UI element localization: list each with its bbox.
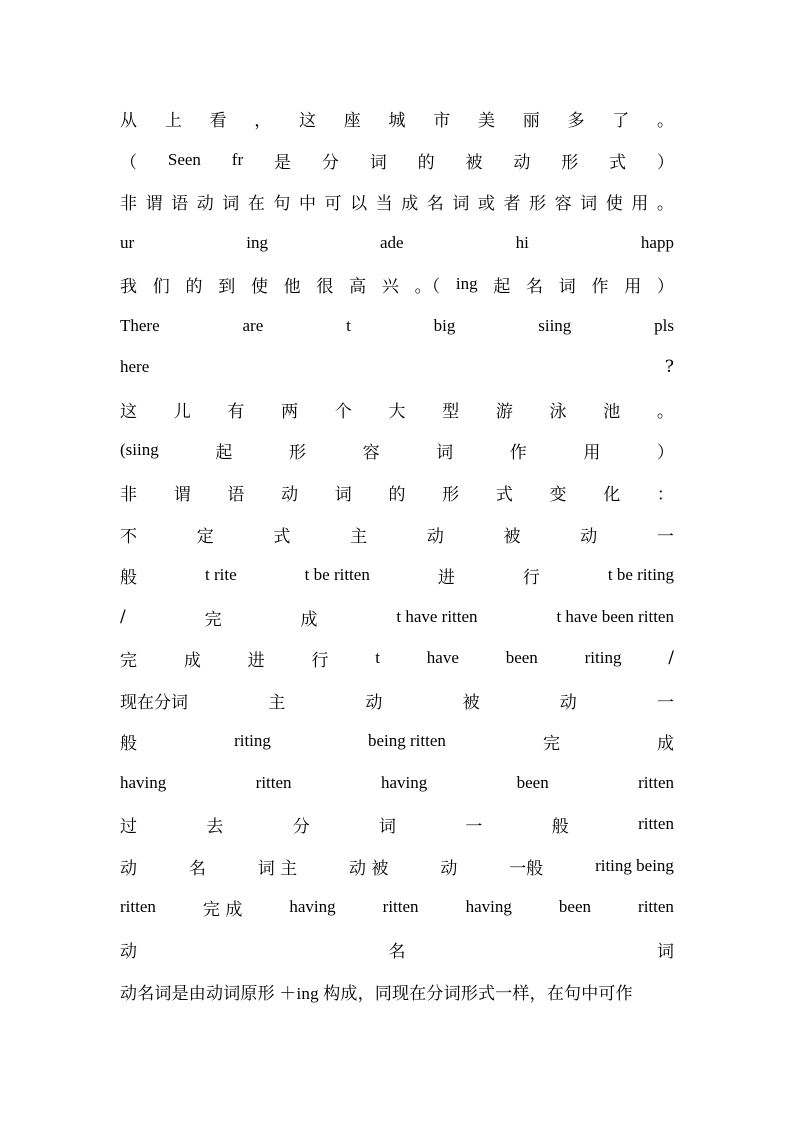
text-token: 个 (334, 401, 352, 422)
text-token: 动 被 (349, 858, 389, 879)
text-token: 般 (120, 567, 137, 588)
text-line (120, 977, 674, 1005)
text-token: 形 (529, 193, 546, 214)
text-token: 动 (365, 692, 383, 713)
text-token: riting being (595, 856, 674, 875)
text-token: 主 (350, 526, 368, 547)
text-line (120, 146, 674, 174)
text-token: 池 (603, 401, 621, 422)
text-token: 不 (120, 526, 137, 547)
text-token: having (120, 773, 167, 792)
text-token: 成 (401, 193, 419, 214)
text-token: 进 (247, 650, 265, 671)
text-token: been (558, 897, 591, 916)
text-token: 主 (268, 692, 286, 713)
text-token: 动 (580, 526, 598, 547)
text-token: 市 (433, 110, 451, 131)
text-token: t be riting (607, 565, 674, 584)
text-token: 作 (591, 276, 609, 297)
text-token: 是 (274, 152, 291, 173)
text-token: 有 (227, 401, 245, 422)
text-token: 完 成 (202, 899, 243, 920)
text-token: 变 (549, 484, 567, 505)
text-token: t have been ritten (556, 607, 674, 626)
text-token: 起 (215, 442, 233, 463)
text-token: 进 (437, 567, 455, 588)
text-line (120, 893, 674, 921)
text-token: 成 (657, 733, 674, 754)
text-token: ） (656, 276, 674, 297)
text-token: 用 (624, 276, 642, 297)
text-line (120, 395, 674, 423)
text-token: 词 (436, 442, 454, 463)
text-token: here (120, 357, 150, 376)
text-token: 行 (311, 650, 329, 671)
text-token: ur (120, 233, 135, 252)
text-token: 容 (554, 193, 572, 214)
text-token: 者 (503, 193, 521, 214)
text-token: 动 (120, 858, 137, 879)
text-token: 名 (426, 193, 444, 214)
text-line (120, 810, 674, 838)
text-token: There (120, 316, 160, 335)
text-token: 动 (426, 526, 444, 547)
text-token: 分 (321, 152, 339, 173)
text-token: 大 (388, 401, 406, 422)
text-token: ing (246, 233, 268, 252)
text-token: 现在分词 (120, 692, 188, 713)
text-token: siing (538, 316, 572, 335)
text-token: t (375, 648, 380, 667)
text-token: ritten (255, 773, 292, 792)
text-token: 非 (120, 484, 137, 505)
text-line (120, 187, 674, 215)
text-token: big (433, 316, 456, 335)
text-token: 完 (204, 609, 222, 630)
text-line (120, 561, 674, 589)
text-token: 谓 (173, 484, 191, 505)
text-line (120, 644, 674, 672)
text-token: 句 (273, 193, 291, 214)
text-token: 式 (273, 526, 291, 547)
text-token: 动 (440, 858, 458, 879)
text-token: ade (380, 233, 404, 252)
text-token: 了 (612, 110, 630, 131)
text-token: 。 (656, 401, 674, 422)
text-token: 当 (375, 193, 393, 214)
text-token: 化 (603, 484, 621, 505)
text-token: 词 (222, 193, 240, 214)
text-line (120, 769, 674, 797)
text-line (120, 312, 674, 340)
text-token: 的 (185, 276, 203, 297)
text-line (120, 104, 674, 132)
text-token: ritten (638, 897, 674, 916)
text-token: ） (657, 152, 674, 173)
text-token: are (242, 316, 264, 335)
text-token: 被 (465, 152, 483, 173)
text-token: (siing (120, 440, 159, 459)
text-line (120, 436, 674, 464)
text-token: 动 (196, 193, 214, 214)
text-line (120, 603, 674, 631)
text-token: 起 (493, 276, 511, 297)
text-token: 词 (657, 941, 674, 962)
text-token: 语 (171, 193, 189, 214)
text-token: have (426, 648, 459, 667)
text-token: 作 (509, 442, 527, 463)
text-line (120, 935, 674, 963)
text-token: 容 (362, 442, 380, 463)
text-token: 名 (388, 941, 406, 962)
text-token: 两 (281, 401, 299, 422)
text-token: ? (664, 357, 674, 377)
text-token: / (120, 607, 126, 627)
text-token: t have ritten (396, 607, 478, 626)
text-token: 形 (288, 442, 306, 463)
text-token: 兴 (381, 276, 399, 297)
text-token: fr (231, 150, 244, 169)
text-token: 词 (334, 484, 352, 505)
text-token: ritten (638, 814, 674, 833)
text-token: ritten (120, 897, 156, 916)
text-token: 成 (300, 609, 318, 630)
text-line (120, 478, 674, 506)
text-token: 美 (478, 110, 495, 131)
text-token: t be ritten (304, 565, 370, 584)
text-token: 这 (299, 110, 316, 131)
text-token: 形 (442, 484, 460, 505)
text-token: 名 (526, 276, 544, 297)
text-token: Seen (167, 150, 201, 169)
text-token: 泳 (549, 401, 567, 422)
text-token: 分 (292, 816, 310, 837)
text-token: 谓 (145, 193, 163, 214)
text-token: having (465, 897, 512, 916)
text-token: 完 (120, 650, 137, 671)
text-token: 。 (657, 110, 674, 131)
text-token: 我 (120, 276, 137, 297)
text-line (120, 520, 674, 548)
text-token: 用 (631, 193, 649, 214)
text-token: 到 (218, 276, 236, 297)
text-token: happ (640, 233, 674, 252)
text-token: 他 (283, 276, 301, 297)
text-token: 很 (316, 276, 334, 297)
text-token: 从 (120, 110, 137, 131)
text-token: 使 (250, 276, 268, 297)
text-token: 式 (609, 152, 627, 173)
text-token: 非 (120, 193, 137, 214)
text-line (120, 727, 674, 755)
text-token: 被 (462, 692, 480, 713)
text-token: 这 (120, 401, 137, 422)
text-token: ritten (638, 773, 674, 792)
text-token: 去 (206, 816, 224, 837)
text-token: 词 主 (257, 858, 298, 879)
text-token: 词 (369, 152, 387, 173)
text-token: 高 (349, 276, 367, 297)
text-token: 动 (120, 941, 137, 962)
text-token: riting (584, 648, 622, 667)
text-token: 词 (580, 193, 598, 214)
text-token: 座 (343, 110, 361, 131)
text-token: 看 (209, 110, 227, 131)
text-token: 城 (388, 110, 406, 131)
text-token: 在 (247, 193, 265, 214)
text-token: 多 (567, 110, 585, 131)
text-token: 完 (542, 733, 560, 754)
text-token: 名 (188, 858, 206, 879)
text-token: 一 (656, 692, 674, 713)
text-token: / (668, 648, 674, 668)
text-token: been (516, 773, 549, 792)
text-token: 可 (324, 193, 342, 214)
text-token: 们 (152, 276, 170, 297)
text-token: 儿 (173, 401, 191, 422)
text-token: 词 (379, 816, 397, 837)
text-token: 定 (196, 526, 214, 547)
text-token: t rite (205, 565, 237, 584)
text-token: 使 (605, 193, 623, 214)
text-token: 动 (513, 152, 531, 173)
text-token: 上 (164, 110, 182, 131)
text-token: 语 (227, 484, 245, 505)
text-token: （ (120, 152, 137, 173)
text-token: ing (455, 274, 478, 293)
text-token: 一 (465, 816, 483, 837)
text-token: 般 (551, 816, 569, 837)
text-token: 动 (559, 692, 577, 713)
text-token: 动 (281, 484, 299, 505)
text-token: having (289, 897, 336, 916)
text-token: being ritten (367, 731, 446, 750)
text-token: been (505, 648, 538, 667)
text-token: 形 (561, 152, 579, 173)
text-token: 词 (558, 276, 576, 297)
text-token: riting (234, 731, 271, 750)
text-token: t (346, 316, 351, 335)
text-token: 成 (183, 650, 201, 671)
text-token: 以 (350, 193, 368, 214)
text-line (120, 229, 674, 257)
text-line (120, 852, 674, 880)
text-token: 或 (477, 193, 495, 214)
text-token: hi (515, 233, 529, 252)
text-token: 过 (120, 816, 137, 837)
text-token: 动名词是由动词原形 ＋ing 构成，同现在分词形式一样，在句中可作 (120, 983, 633, 1003)
text-token: 行 (522, 567, 540, 588)
text-line (120, 686, 674, 714)
text-line (120, 353, 674, 381)
text-token: 词 (452, 193, 470, 214)
text-token: pls (654, 316, 674, 335)
text-token: 。 (656, 193, 674, 214)
text-token: having (380, 773, 428, 792)
text-token: 。（ (414, 276, 441, 297)
text-token: 一般 (509, 858, 544, 879)
text-token: ） (657, 442, 674, 463)
text-token: 丽 (522, 110, 540, 131)
text-token: 的 (388, 484, 406, 505)
text-token: 游 (495, 401, 513, 422)
text-line (120, 270, 674, 298)
text-token: ， (254, 110, 272, 131)
text-token: 一 (656, 526, 674, 547)
text-token: ： (656, 484, 674, 505)
text-token: 的 (417, 152, 435, 173)
text-token: 式 (495, 484, 513, 505)
text-token: 般 (120, 733, 137, 754)
text-token: 用 (583, 442, 601, 463)
text-token: 被 (503, 526, 521, 547)
text-token: 型 (442, 401, 460, 422)
text-token: 中 (298, 193, 316, 214)
text-token: ritten (382, 897, 419, 916)
